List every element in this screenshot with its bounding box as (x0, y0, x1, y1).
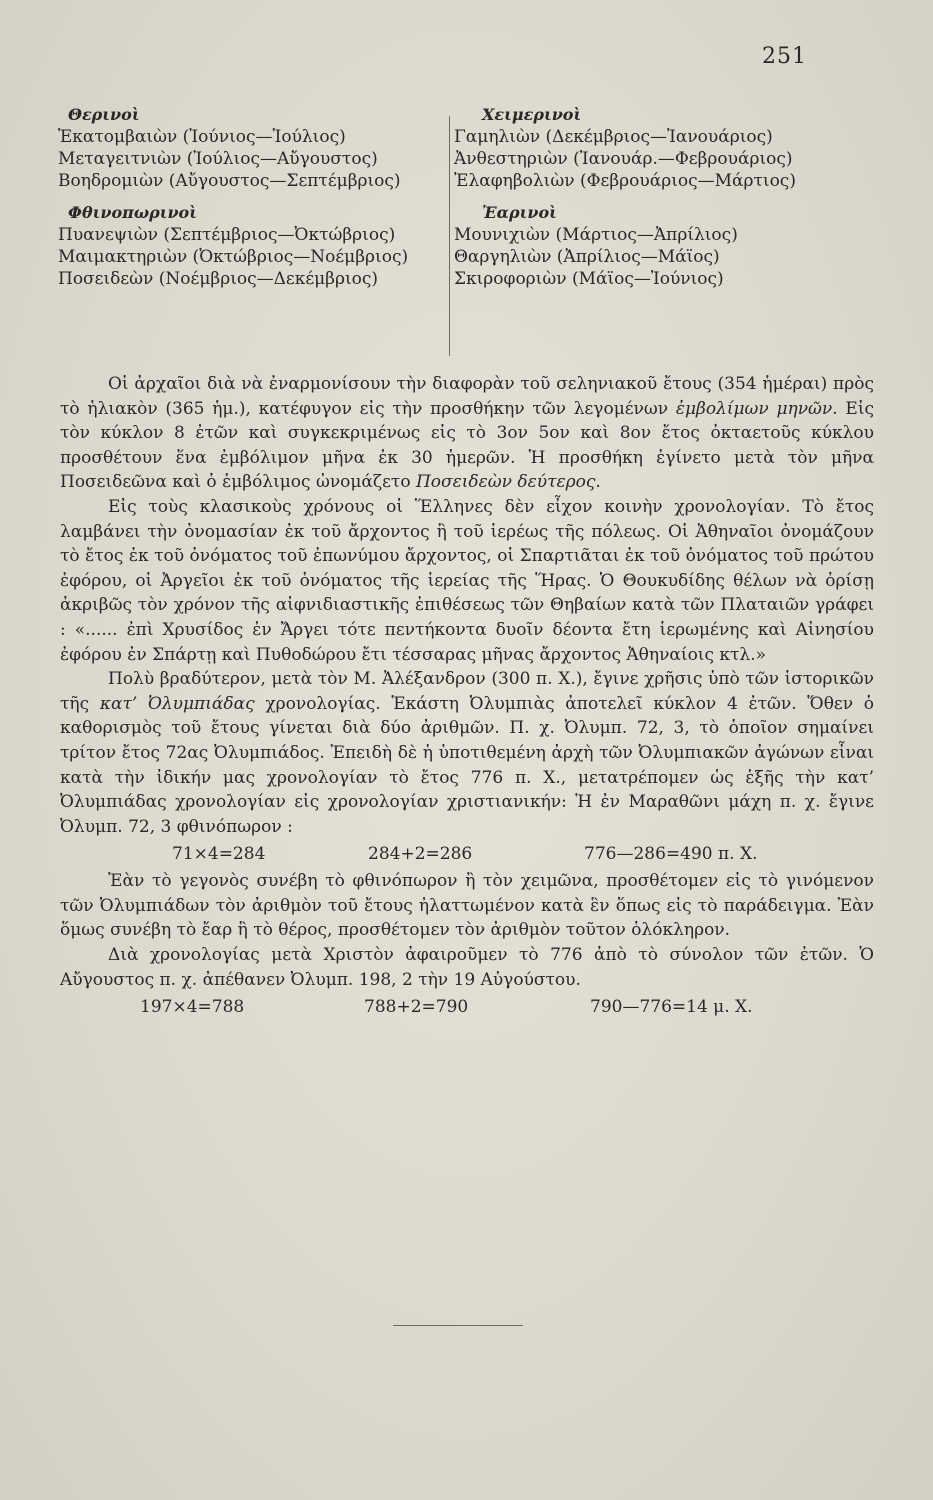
calc-step: 197×4=788 (140, 997, 245, 1018)
attic-calendar-table (58, 104, 848, 366)
season-heading-summer: Θερινοὶ (68, 105, 140, 124)
paragraph-intercalary-months: Οἱ ἀρχαῖοι διὰ νὰ ἐναρμονίσουν τὴν διαφορὰν τοῦ σεληνιακοῦ ἔτους (354 ἡμέραι) πρὸς τὸ ἡλιακὸν (365 ἡμ.), κατέφυγον εἰς τὴν προσθήκην τῶν λεγομένων ἐμβολίμων μηνῶν. Εἰς τὸν κύκλον 8 ἐτῶν καὶ συγκεκριμένως εἰς τὸ 3ον 5ον καὶ 8ον ἔτος ὀκταετοῦς κύκλου προσθέτουν ἕνα ἐμβόλιμον μῆνα ἐκ 30 ἡμερῶν. Ἡ προσθήκη ἐγίνετο μετὰ τὸν μῆνα Ποσειδεῶνα καὶ ὁ ἐμβόλιμος ὠνομάζετο Ποσειδεὼν δεύτερος. (60, 374, 875, 493)
page-number: 251 (762, 44, 807, 69)
calc-step: 776—286=490 π. Χ. (584, 844, 758, 865)
month-line: Βοηδρομιὼν (Αὔγουστος—Σεπτέμβριος) (58, 171, 401, 191)
month-line: Ἑκατομβαιὼν (Ἰούνιος—Ἰούλιος) (58, 127, 346, 147)
month-line: Μουνιχιὼν (Μάρτιος—Ἀπρίλιος) (454, 225, 738, 245)
calc-step: 788+2=790 (364, 997, 469, 1018)
month-line: Ἀνθεστηριὼν (Ἰανουάρ.—Φεβρουάριος) (454, 149, 793, 169)
emphasis-term: ἐμβολίμων μηνῶν (675, 398, 833, 419)
month-line: Μεταγειτνιὼν (Ἰούλιος—Αὔγουστος) (58, 149, 378, 169)
calendar-left-column (58, 104, 458, 290)
body-text (60, 372, 874, 1022)
footer-rule (393, 1325, 523, 1326)
calculation-line-ad (60, 992, 874, 1022)
calc-step: 284+2=286 (368, 844, 473, 865)
month-line: Πυανεψιὼν (Σεπτέμβριος—Ὀκτώβριος) (58, 225, 396, 245)
month-line: Σκιροφοριὼν (Μάϊος—Ἰούνιος) (454, 269, 724, 289)
month-line: Θαργηλιὼν (Ἀπρίλιος—Μάϊος) (454, 247, 720, 267)
paragraph-ad-dating: Διὰ χρονολογίας μετὰ Χριστὸν ἀφαιροῦμεν τὸ 776 ἀπὸ τὸ σύνολον τῶν ἐτῶν. Ὁ Αὔγουστος π. χ. ἀπέθανεν Ὀλυμπ. 198, 2 τὴν 19 Αὐγούστου. (60, 945, 874, 990)
paragraph-season-rule: Ἐὰν τὸ γεγονὸς συνέβη τὸ φθινόπωρον ἢ τὸν χειμῶνα, προσθέτομεν εἰς τὸ γινόμενον τῶν Ὀλυμπιάδων τὸν ἀριθμὸν τοῦ ἔτους ἠλαττωμένον κατὰ ἓν ὅπως εἰς τὸ παράδειγμα. Ἐὰν ὅμως συνέβη τὸ ἔαρ ἢ τὸ θέρος, προσθέτομεν τὸν ἀριθμὸν τοῦτον ὁλόκληρον. (60, 871, 874, 941)
calculation-line-bc (60, 839, 874, 869)
calendar-right-column (454, 104, 854, 290)
month-line: Ἐλαφηβολιὼν (Φεβρουάριος—Μάρτιος) (454, 171, 796, 191)
month-line: Μαιμακτηριὼν (Ὀκτώβριος—Νοέμβριος) (58, 247, 409, 267)
paragraph-classical-dating: Εἰς τοὺς κλασικοὺς χρόνους οἱ Ἕλληνες δὲν εἶχον κοινὴν χρονολογίαν. Τὸ ἔτος λαμβάνει τὴν ὀνομασίαν ἐκ τοῦ ἄρχοντος ἢ τοῦ ἱερέως τῆς πόλεως. Οἱ Ἀθηναῖοι ὀνομάζουν τὸ ἔτος ἐκ τοῦ ὀνόματος τοῦ ἐπωνύμου ἄρχοντος, οἱ Σπαρτιᾶται ἐκ τοῦ ὀνόματος τοῦ πρώτου ἐφόρου, οἱ Ἀργεῖοι ἐκ τοῦ ὀνόματος τῆς ἱερείας τῆς Ἥρας. Ὁ Θουκυδίδης θέλων νὰ ὁρίσῃ ἀκριβῶς τὸν χρόνον τῆς αἰφνιδιαστικῆς ἐπιθέσεως τῶν Θηβαίων κατὰ τῶν Πλαταιῶν γράφει : «...... ἐπὶ Χρυσίδος ἐν Ἄργει τότε πεντήκοντα δυοῖν δέοντα ἔτη ἱερωμένης καὶ Αἰνησίου ἐφόρου ἐν Σπάρτῃ καὶ Πυθοδώρου ἔτι τέσσαρας μῆνας ἄρχοντος Ἀθηναίοις κτλ.» (60, 496, 874, 665)
season-heading-spring: Ἐαρινοὶ (482, 203, 557, 222)
calc-step: 71×4=284 (172, 844, 266, 865)
emphasis-term: Ποσειδεὼν δεύτερος (415, 472, 596, 493)
season-heading-autumn: Φθινοπωρινοὶ (68, 203, 197, 222)
season-heading-winter: Χειμερινοὶ (482, 105, 582, 124)
month-line: Ποσειδεὼν (Νοέμβριος—Δεκέμβριος) (58, 269, 379, 289)
paragraph-olympiads: Πολὺ βραδύτερον, μετὰ τὸν Μ. Ἀλέξανδρον (300 π. Χ.), ἔγινε χρῆσις ὑπὸ τῶν ἱστορικῶν τῆς κατ’ Ὀλυμπιάδας χρονολογίας. Ἑκάστη Ὀλυμπιὰς ἀποτελεῖ κύκλον 4 ἐτῶν. Ὅθεν ὁ καθορισμὸς τοῦ ἔτους γίνεται διὰ δύο ἀριθμῶν. Π. χ. Ὀλυμπ. 72, 3, τὸ ὁποῖον σημαίνει τρίτον ἔτος 72ας Ὀλυμπιάδος. Ἐπειδὴ δὲ ἡ ὑποτιθεμένη ἀρχὴ τῶν Ὀλυμπιακῶν ἀγώνων εἶναι κατὰ τὴν ἰδικήν μας χρονολογίαν τὸ ἔτος 776 π. Χ., μετατρέπομεν ὡς ἑξῆς τὴν κατ’ Ὀλυμπιάδας χρονολογίαν εἰς χρονολογίαν χριστιανικήν: Ἡ ἐν Μαραθῶνι μάχη π. χ. ἔγινε Ὀλυμπ. 72, 3 φθινόπωρον : (60, 669, 875, 837)
month-line: Γαμηλιὼν (Δεκέμβριος—Ἰανουάριος) (454, 127, 773, 147)
calc-step: 790—776=14 μ. Χ. (590, 997, 753, 1018)
emphasis-term: κατ’ Ὀλυμπιάδας (99, 693, 255, 714)
